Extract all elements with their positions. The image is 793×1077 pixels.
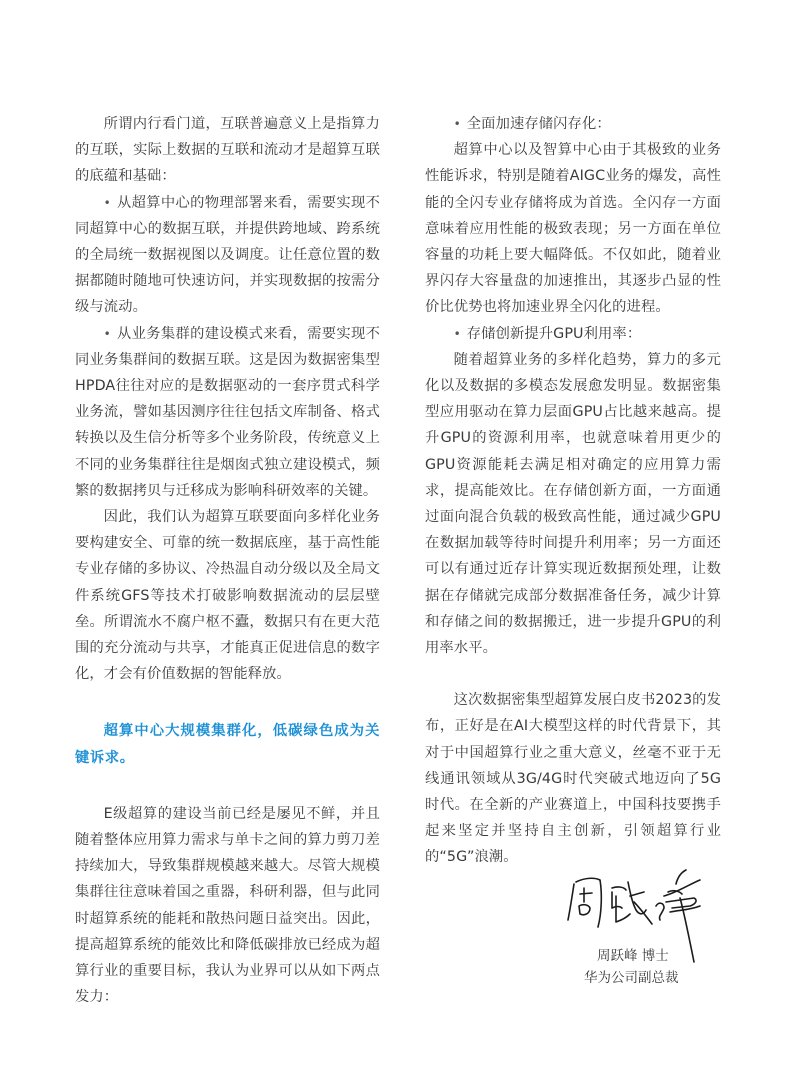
bullet-icon: • <box>453 117 461 131</box>
bullet-icon: • <box>103 326 111 341</box>
spacer <box>75 771 380 801</box>
point-gpu-utilization-title <box>425 321 721 347</box>
bullet-icon: • <box>453 326 461 341</box>
bullet-text: 从超算中心的物理部署来看，需要实现不同超算中心的数据互联，并提供跨地域、跨系统的全局统一数据视图以及调度。让任意位置的数据都随时随地可快速访问，并实现数据的按需分级与流动。 <box>75 194 380 316</box>
signer-name: 周跃峰 博士 <box>597 948 669 964</box>
point-title: 全面加速存储闪存化： <box>466 116 611 132</box>
spacer <box>425 661 721 687</box>
bullet-cluster-construction <box>75 321 380 504</box>
signature-block <box>560 862 730 992</box>
bullet-text: 从业务集群的建设模式来看，需要实现不同业务集群间的数据互联。这是因为数据密集型HPDA往往对应的是数据驱动的一套序贯式科学业务流，譬如基因测序往往包括文库制备、格式转换以及生信分析等多个业务阶段，传统意义上不同的业务集群往往是烟囱式独立建设模式，频繁的数据拷贝与迁移成为影响科研效率的关键。 <box>75 325 380 499</box>
spacer <box>75 687 380 718</box>
point-title: 存储创新提升GPU利用率： <box>466 325 642 342</box>
right-column <box>425 111 721 871</box>
left-column <box>75 111 380 1011</box>
closing-paragraph: 这次数据密集型超算发展白皮书2023的发布，正好是在AI大模型这样的时代背景下，其对于中国超算行业之重大意义，丝毫不亚于无线通讯领域从3G/4G时代突破式地迈向了5G时代。在全新的产业赛道上，中国科技要携手起来坚定并坚持自主创新，引领超算行业的“5G”浪潮。 <box>425 692 721 866</box>
bullet-physical-deployment <box>75 190 380 321</box>
section-heading: 超算中心大规模集群化，低碳绿色成为关键诉求。 <box>75 723 380 766</box>
signer-title: 华为公司副总裁 <box>584 970 679 986</box>
intro-paragraph: 所谓内行看门道，互联普遍意义上是指算力的互联，实际上数据的互联和流动才是超算互联的底蕴和基础： <box>75 116 380 185</box>
bullet-icon: • <box>103 195 111 210</box>
section-body-paragraph: E级超算的建设当前已经是屡见不鲜，并且随着整体应用算力需求与单卡之间的算力剪刀差持续加大，导致集群规模越来越大。尽管大规模集群往往意味着国之重器，科研利器，但与此同时超算系统的能耗和散热问题日益突出。因此，提高超算系统的能效比和降低碳排放已经成为超算行业的重要目标，我认为业界可以从如下两点发力： <box>75 805 380 1006</box>
point-flash-storage-title <box>425 111 721 137</box>
conclusion-paragraph: 因此，我们认为超算互联要面向多样化业务要构建安全、可靠的统一数据底座，基于高性能专业存储的多协议、冷热温自动分级以及全局文件系统GFS等技术打破影响数据流动的层层壁垒。所谓流水不腐户枢不蠹，数据只有在更大范围的充分流动与共享，才能真正促进信息的数字化，才会有价值数据的智能释放。 <box>75 509 380 683</box>
point-gpu-utilization-body: 随着超算业务的多样化趋势，算力的多元化以及数据的多模态发展愈发明显。数据密集型应用驱动在算力层面GPU占比越来越高。提升GPU的资源利用率，也就意味着用更少的GPU资源能耗去满足相对确定的应用算力需求，提高能效比。在存储创新方面，一方面通过面向混合负载的极致高性能，通过减少GPU在数据加载等待时间提升利用率；另一方面还可以有通过近存计算实现近数据预处理，让数据在存储就完成部分数据准备任务，减少计算和存储之间的数据搬迁，进一步提升GPU的利用率水平。 <box>425 351 721 657</box>
point-flash-storage-body: 超算中心以及智算中心由于其极致的业务性能诉求，特别是随着AIGC业务的爆发，高性能的全闪专业存储将成为首选。全闪存一方面意味着应用性能的极致表现；另一方面在单位容量的功耗上要大幅降低。不仅如此，随着业界闪存大容量盘的加速推出，其逐步凸显的性价比优势也将加速业界全闪化的进程。 <box>425 142 721 316</box>
